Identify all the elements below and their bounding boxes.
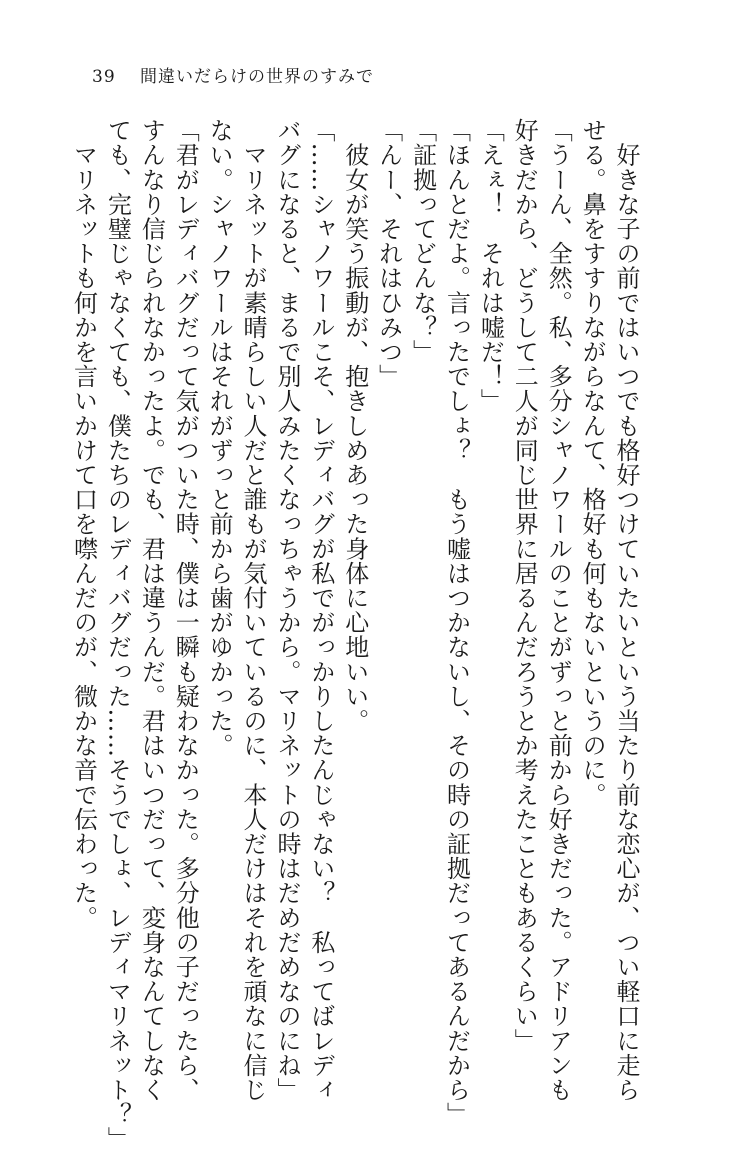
text-line: マリネットも何かを言いかけて口を噤んだのが、微かな音で伝わった。 [69,118,98,930]
text-line: 「えぇ！ それは嘘だ！」 [476,118,505,414]
text-line: 「君がレディバグだって気がついた時、僕は一瞬も疑わなかった。多分他の子だったら、 [171,118,200,1102]
text-line: ない。シャノワールはそれがずっと前から歯がゆかった。 [205,118,234,758]
book-title: 間違いだらけの世界のすみで [140,67,375,87]
vertical-body-text [66,118,642,1151]
text-line: 「……シャノワールこそ、レディバグが私でがっかりしたんじゃない？ 私ってばレディ [306,118,335,1102]
text-line: 「証拠ってどんな？」 [408,118,437,364]
page-number: 39 [92,67,116,87]
text-line: 「ほんとだよ。言ったでしょ？ もう嘘はつかないし、その時の証拠だってあるんだから」 [442,118,471,1127]
text-line: 好きな子の前ではいつでも格好つけていたいという当たり前な恋心が、つい軽口に走ら [612,118,640,1102]
running-header [92,62,374,87]
text-line: ても、完璧じゃなくても、僕たちのレディバグだった……そうでしょ、レディマリネット？」 [103,118,132,1151]
text-line: 好きだから、どうして二人が同じ世界に居るんだろうとか考えたこともあるくらい」 [510,118,539,1053]
text-line: 「うーん、全然。私、多分シャノワールのことがずっと前から好きだった。アドリアンも [544,118,573,1102]
text-line: せる。鼻をすすりながらなんて、格好も何もないというのに。 [578,118,607,807]
text-line: バグになると、まるで別人みたくなっちゃうから。マリネットの時はだめだめなのにね」 [272,118,301,1102]
text-line: 彼女が笑う振動が、抱きしめあった身体に心地いい。 [340,118,369,733]
text-line: すんなり信じられなかったよ。でも、君は違うんだ。君はいつだって、変身なんてしなく [137,118,166,1102]
text-line: マリネットが素晴らしい人だと誰もが気付いているのに、本人だけはそれを頑なに信じ [239,118,268,1102]
text-line: 「んー、それはひみつ」 [374,118,403,389]
